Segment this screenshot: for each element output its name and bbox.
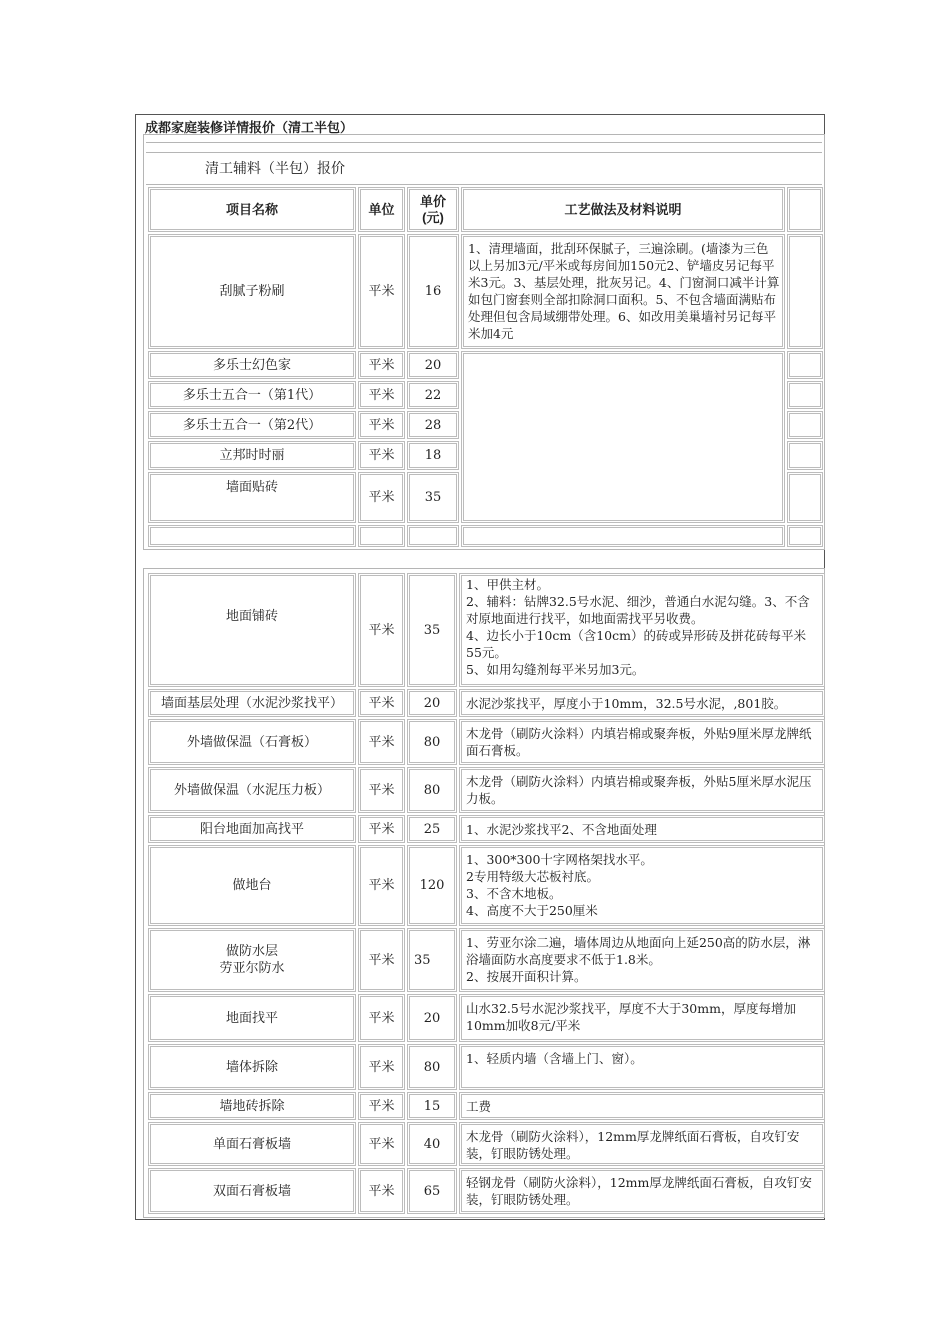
table-row-desc: 工费 bbox=[459, 1092, 825, 1120]
table-row-name: 外墙做保温（水泥压力板） bbox=[148, 767, 356, 813]
table-row-name: 墙地砖拆除 bbox=[148, 1092, 356, 1120]
table-row-unit: 平米 bbox=[358, 767, 405, 813]
table-row-name: 单面石膏板墙 bbox=[148, 1122, 356, 1166]
table-row-name: 地面铺砖 bbox=[148, 573, 356, 687]
table-row-price: 80 bbox=[407, 767, 457, 813]
table-row-unit: 平米 bbox=[358, 689, 405, 717]
table-row-price: 40 bbox=[407, 1122, 457, 1166]
empty-cell bbox=[787, 525, 823, 547]
empty-cell bbox=[461, 525, 785, 547]
table-row-unit: 平米 bbox=[358, 234, 405, 349]
table-row-unit: 平米 bbox=[358, 815, 405, 843]
table-row-unit: 平米 bbox=[358, 845, 405, 926]
table-row-extra bbox=[787, 351, 823, 379]
header-extra bbox=[787, 187, 823, 232]
table-row-desc: 1、清理墙面，批刮环保腻子，三遍涂刷。(墙漆为三色以上另加3元/平米或每房间加150元2、铲墙皮另记每平米3元。3、基层处理，批灰另记。4、门窗洞口减半计算如包门窗套则全部扣除洞口面积。5、不包含墙面满贴布处理但包含局域绷带处理。6、如改用美巢墙衬另记每平米加4元 bbox=[461, 234, 785, 349]
table-row-unit: 平米 bbox=[358, 928, 405, 992]
table-row-name: 立邦时时丽 bbox=[148, 441, 356, 470]
table-row-desc: 1、300*300十字网格架找水平。 2专用特级大芯板衬底。 3、不含木地板。 4、高度不大于250厘米 bbox=[459, 845, 825, 926]
header-price: 单价 (元) bbox=[407, 187, 459, 232]
table-row-price: 20 bbox=[407, 689, 457, 717]
table-row-price: 20 bbox=[407, 994, 457, 1042]
empty-cell bbox=[407, 525, 459, 547]
divider bbox=[146, 184, 822, 185]
table-row-extra bbox=[787, 472, 823, 523]
table-row-name: 多乐士幻色家 bbox=[148, 351, 356, 379]
table-row-unit: 平米 bbox=[358, 994, 405, 1042]
table-row-unit: 平米 bbox=[358, 1044, 405, 1090]
table-row-desc: 1、劳亚尔涂二遍，墙体周边从地面向上延250高的防水层，淋浴墙面防水高度要求不低于1.8米。 2、按展开面积计算。 bbox=[459, 928, 825, 992]
table-row-unit: 平米 bbox=[358, 573, 405, 687]
table-row-unit: 平米 bbox=[358, 441, 405, 470]
table-row-extra bbox=[787, 381, 823, 409]
table-row-desc: 木龙骨（刷防火涂料），12mm厚龙牌纸面石膏板，自攻钉安装，钉眼防锈处理。 bbox=[459, 1122, 825, 1166]
table-row-name: 外墙做保温（石膏板） bbox=[148, 719, 356, 765]
table-row-price: 18 bbox=[407, 441, 459, 470]
table-row-price: 28 bbox=[407, 411, 459, 439]
table-subtitle: 清工辅料（半包）报价 bbox=[205, 161, 345, 177]
table-row-name: 地面找平 bbox=[148, 994, 356, 1042]
table-row-desc: 山水32.5号水泥沙浆找平，厚度不大于30mm，厚度每增加10mm加收8元/平米 bbox=[459, 994, 825, 1042]
table-row-name: 做地台 bbox=[148, 845, 356, 926]
empty-cell bbox=[148, 525, 356, 547]
table-row-price: 15 bbox=[407, 1092, 457, 1120]
table-row-name: 墙面贴砖 bbox=[148, 472, 356, 523]
table-row-price: 65 bbox=[407, 1168, 457, 1214]
table-row-extra bbox=[787, 441, 823, 470]
table-row-desc: 木龙骨（刷防火涂料）内填岩棉或聚奔板，外贴9厘米厚龙牌纸面石膏板。 bbox=[459, 719, 825, 765]
table-row-price: 20 bbox=[407, 351, 459, 379]
table-row-name: 墙面基层处理（水泥沙浆找平） bbox=[148, 689, 356, 717]
table-row-price: 16 bbox=[407, 234, 459, 349]
table-row-extra bbox=[787, 411, 823, 439]
table-row-name: 阳台地面加高找平 bbox=[148, 815, 356, 843]
table-row-unit: 平米 bbox=[358, 1092, 405, 1120]
table-row-unit: 平米 bbox=[358, 381, 405, 409]
table-row-desc: 1、甲供主材。 2、辅料：钻牌32.5号水泥、细沙，普通白水泥勾缝。3、不含对原地面进行找平，如地面需找平另收费。 4、边长小于10cm（含10cm）的砖或异形砖及拼花砖每平米55元。 5、如用勾缝剂每平米另加3元。 bbox=[459, 573, 825, 687]
table-row-unit: 平米 bbox=[358, 1122, 405, 1166]
document-title: 成都家庭装修详情报价（清工半包） bbox=[145, 120, 354, 135]
table-row-unit: 平米 bbox=[358, 1168, 405, 1214]
header-name: 项目名称 bbox=[148, 187, 356, 232]
empty-cell bbox=[358, 525, 405, 547]
table-row-price: 80 bbox=[407, 719, 457, 765]
table-row-name: 刮腻子粉刷 bbox=[148, 234, 356, 349]
table-row-name: 双面石膏板墙 bbox=[148, 1168, 356, 1214]
table-row-unit: 平米 bbox=[358, 719, 405, 765]
table-row-price: 25 bbox=[407, 815, 457, 843]
table-row-name: 多乐士五合一（第1代） bbox=[148, 381, 356, 409]
header-desc: 工艺做法及材料说明 bbox=[461, 187, 785, 232]
table-row-price: 35 bbox=[407, 928, 457, 992]
table-row-unit: 平米 bbox=[358, 411, 405, 439]
table-row-desc: 1、水泥沙浆找平2、不含地面处理 bbox=[459, 815, 825, 843]
table-row-name: 做防水层 劳亚尔防水 bbox=[148, 928, 356, 992]
table-row-desc: 木龙骨（刷防火涂料）内填岩棉或聚奔板，外贴5厘米厚水泥压力板。 bbox=[459, 767, 825, 813]
table-row-name: 多乐士五合一（第2代） bbox=[148, 411, 356, 439]
table-row-price: 35 bbox=[407, 472, 459, 523]
table-row-desc: 1、轻质内墙（含墙上门、窗）。 bbox=[459, 1044, 825, 1090]
table-row-desc-merged bbox=[461, 351, 785, 523]
divider bbox=[146, 142, 822, 143]
table-row-desc: 轻钢龙骨（刷防火涂料），12mm厚龙牌纸面石膏板，自攻钉安装，钉眼防锈处理。 bbox=[459, 1168, 825, 1214]
table-row-price: 22 bbox=[407, 381, 459, 409]
table-row-name: 墙体拆除 bbox=[148, 1044, 356, 1090]
table-row-desc: 水泥沙浆找平，厚度小于10mm，32.5号水泥，,801胶。 bbox=[459, 689, 825, 717]
table-row-unit: 平米 bbox=[358, 472, 405, 523]
header-unit: 单位 bbox=[358, 187, 405, 232]
table-row-price: 80 bbox=[407, 1044, 457, 1090]
table-row-extra bbox=[787, 234, 823, 349]
table-row-price: 120 bbox=[407, 845, 457, 926]
table-row-price: 35 bbox=[407, 573, 457, 687]
table-row-unit: 平米 bbox=[358, 351, 405, 379]
divider bbox=[146, 152, 822, 153]
